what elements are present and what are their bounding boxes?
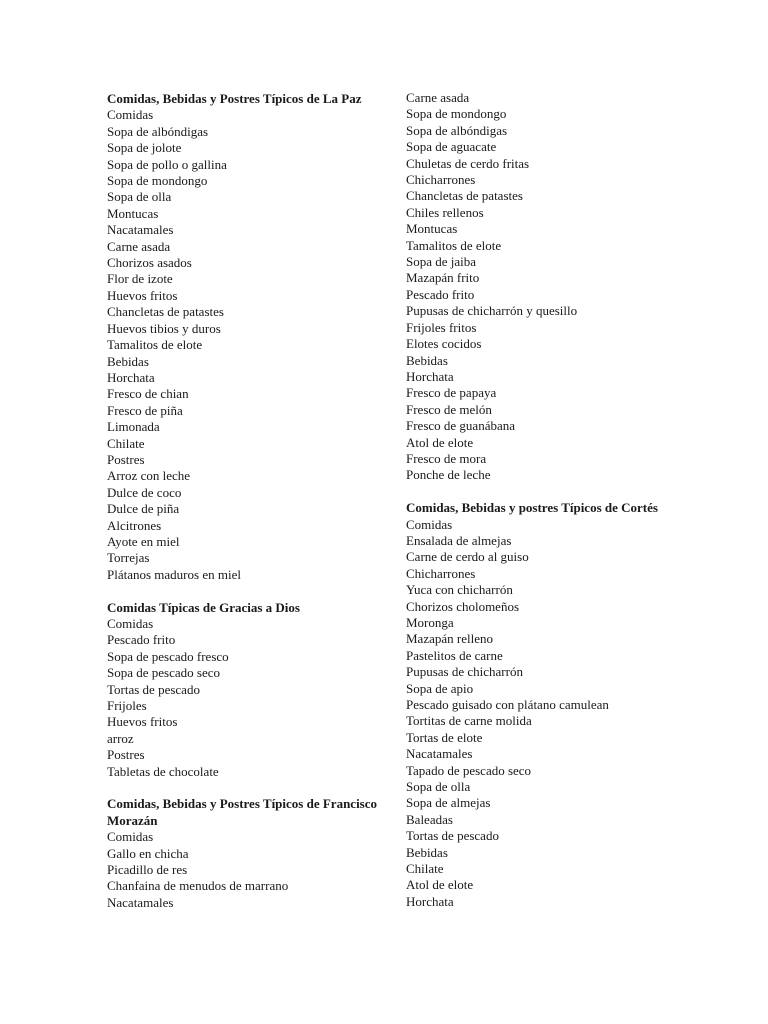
section-spacer (107, 780, 397, 796)
list-item: Elotes cocidos (406, 336, 482, 352)
section-heading: Comidas Típicas de Gracias a Dios (107, 599, 300, 615)
list-item: Tamalitos de elote (406, 237, 502, 253)
item-list (406, 517, 696, 911)
list-item: Carne asada (107, 238, 171, 254)
section (107, 796, 397, 911)
list-item: Carne asada (406, 90, 470, 105)
list-item: Sopa de jaiba (406, 254, 477, 270)
list-item: Fresco de chian (107, 386, 189, 402)
list-item: Pescado guisado con plátano camulean (406, 697, 609, 713)
list-item: Mazapán frito (406, 270, 480, 286)
list-item: Pupusas de chicharrón (406, 664, 523, 680)
list-item: Chancletas de patastes (107, 304, 224, 320)
list-item: Sopa de pescado seco (107, 665, 220, 681)
item-list (107, 107, 397, 583)
list-item: Sopa de pescado fresco (107, 648, 229, 664)
list-item: Ponche de leche (406, 467, 491, 483)
list-item: Carne de cerdo al guiso (406, 549, 529, 565)
list-item: Bebidas (406, 352, 448, 368)
section-heading: Comidas, Bebidas y postres Típicos de Cortés (406, 500, 658, 516)
list-item: Baleadas (406, 811, 453, 827)
list-item: Sopa de olla (406, 779, 471, 795)
list-item: Flor de izote (107, 271, 173, 287)
section-heading: Comidas, Bebidas y Postres Típicos de Francisco Morazán (107, 796, 378, 828)
list-item: Pescado frito (107, 632, 176, 648)
list-item: Pastelitos de carne (406, 647, 503, 663)
list-item: Montucas (406, 221, 458, 237)
list-item: Fresco de papaya (406, 385, 497, 401)
item-list (107, 829, 397, 911)
list-item: Tortas de elote (406, 729, 483, 745)
list-item: Nacatamales (406, 746, 473, 762)
list-item: Bebidas (406, 844, 448, 860)
list-item: Sopa de almejas (406, 795, 491, 811)
list-item: Sopa de albóndigas (406, 122, 508, 138)
list-item: Frijoles (107, 698, 147, 714)
list-item: Comidas (107, 615, 154, 631)
list-item: arroz (107, 730, 134, 746)
section (406, 90, 696, 484)
list-item: Chorizos asados (107, 255, 192, 271)
section-heading: Comidas, Bebidas y Postres Típicos de La Paz (107, 91, 362, 106)
list-item: Chicharrones (406, 172, 476, 188)
list-item: Huevos fritos (107, 714, 178, 730)
list-item: Tabletas de chocolate (107, 763, 219, 779)
list-item: Sopa de jolote (107, 140, 182, 156)
list-item: Chilate (107, 435, 145, 451)
list-item: Torrejas (107, 550, 150, 566)
section (406, 500, 696, 910)
list-item: Chicharrones (406, 565, 476, 581)
list-item: Postres (107, 747, 145, 763)
list-item: Chancletas de patastes (406, 188, 523, 204)
list-item: Arroz con leche (107, 468, 191, 484)
list-item: Tamalitos de elote (107, 337, 203, 353)
list-item: Tortas de pescado (406, 828, 499, 844)
item-list (107, 616, 397, 780)
list-item: Tortas de pescado (107, 681, 200, 697)
list-item: Pupusas de chicharrón y quesillo (406, 303, 578, 319)
list-item: Picadillo de res (107, 862, 188, 878)
list-item: Atol de elote (406, 877, 474, 893)
list-item: Sopa de pollo o gallina (107, 156, 227, 172)
list-item: Horchata (406, 893, 454, 909)
left-column (107, 91, 397, 911)
list-item: Huevos fritos (107, 287, 178, 303)
list-item: Limonada (107, 419, 160, 435)
section (107, 600, 397, 780)
list-item: Dulce de piña (107, 501, 180, 517)
list-item: Nacatamales (107, 222, 174, 238)
list-item: Fresco de guanábana (406, 418, 516, 434)
list-item: Alcitrones (107, 517, 162, 533)
list-item: Comidas (406, 516, 453, 532)
right-column (406, 90, 696, 910)
list-item: Plátanos maduros en miel (107, 566, 241, 582)
list-item: Sopa de aguacate (406, 139, 497, 155)
list-item: Horchata (406, 368, 454, 384)
list-item: Montucas (107, 205, 159, 221)
list-item: Pescado frito (406, 286, 475, 302)
list-item: Huevos tibios y duros (107, 320, 221, 336)
list-item: Sopa de albóndigas (107, 123, 209, 139)
list-item: Chuletas de cerdo fritas (406, 155, 530, 171)
section-spacer (107, 583, 397, 599)
list-item: Chanfaina de menudos de marrano (107, 878, 289, 894)
list-item: Tapado de pescado seco (406, 762, 532, 778)
list-item: Horchata (107, 369, 155, 385)
list-item: Comidas (107, 107, 154, 123)
list-item: Comidas (107, 829, 154, 845)
list-item: Sopa de mondongo (107, 173, 208, 189)
list-item: Atol de elote (406, 434, 474, 450)
list-item: Ayote en miel (107, 533, 180, 549)
list-item: Tortitas de carne molida (406, 713, 532, 729)
list-item: Chorizos cholomeños (406, 598, 520, 614)
list-item: Yuca con chicharrón (406, 582, 513, 598)
list-item: Chiles rellenos (406, 204, 484, 220)
list-item: Gallo en chicha (107, 845, 189, 861)
list-item: Mazapán relleno (406, 631, 493, 647)
list-item: Ensalada de almejas (406, 532, 512, 548)
list-item: Fresco de melón (406, 401, 492, 417)
list-item: Fresco de piña (107, 402, 183, 418)
list-item: Moronga (406, 614, 454, 630)
list-item: Bebidas (107, 353, 149, 369)
section-spacer (406, 484, 696, 500)
section (107, 91, 397, 583)
list-item: Sopa de mondongo (406, 106, 507, 122)
list-item: Sopa de olla (107, 189, 172, 205)
list-item: Postres (107, 451, 145, 467)
item-list (406, 90, 696, 484)
list-item: Chilate (406, 861, 444, 877)
list-item: Dulce de coco (107, 484, 182, 500)
list-item: Fresco de mora (406, 450, 487, 466)
list-item: Nacatamales (107, 894, 174, 910)
list-item: Sopa de apio (406, 680, 474, 696)
list-item: Frijoles fritos (406, 319, 477, 335)
